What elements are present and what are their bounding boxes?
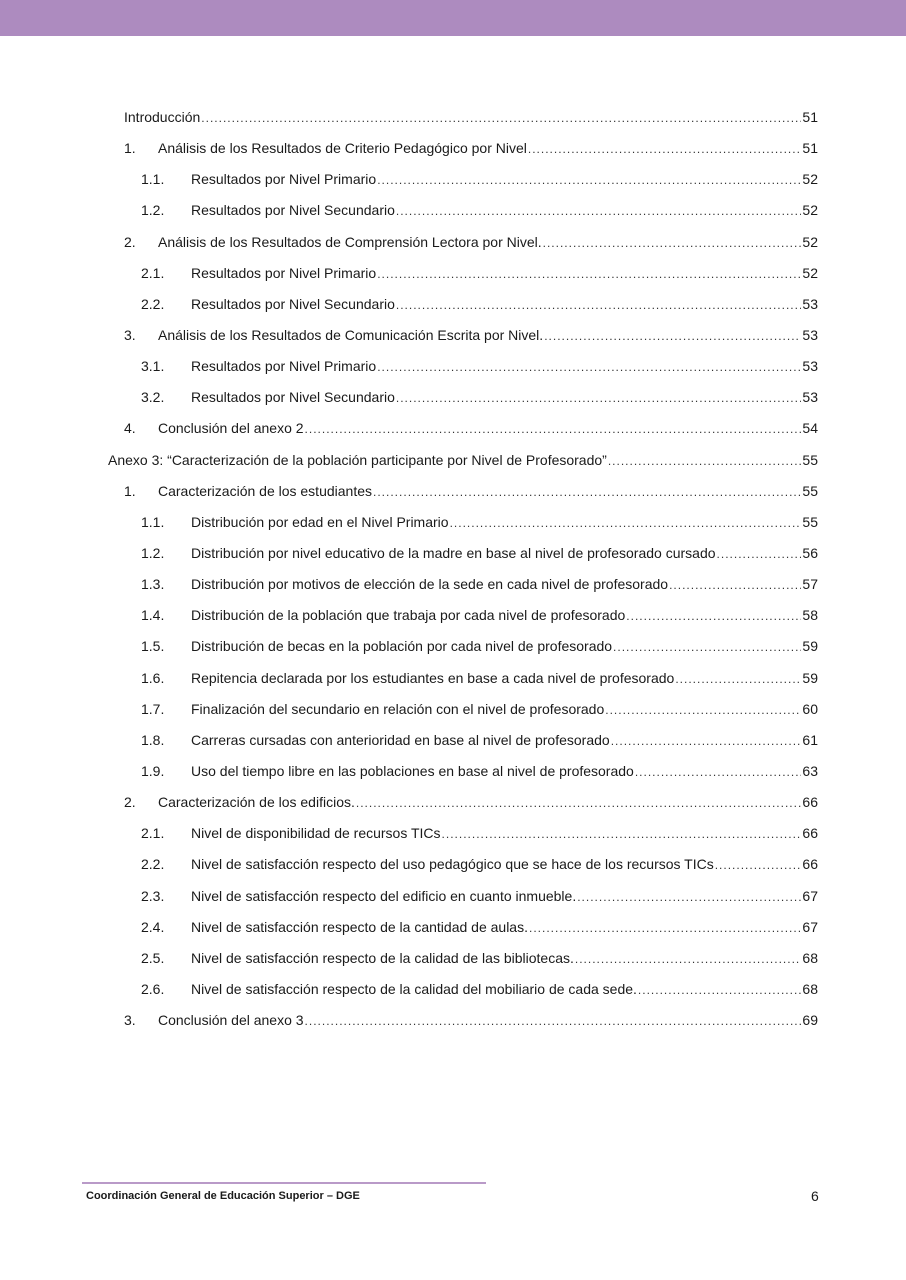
toc-entry-page: 54	[802, 420, 818, 437]
toc-entry-number: 1.7.	[141, 700, 165, 717]
toc-entry-page: 51	[802, 140, 818, 157]
toc-entry[interactable]	[141, 355, 818, 377]
toc-entry-page: 59	[802, 638, 818, 655]
dot-leader	[635, 761, 802, 783]
toc-entry-title: Uso del tiempo libre en las poblaciones en base al nivel de profesorado	[191, 762, 634, 779]
toc-entry-page: 63	[802, 762, 818, 779]
dot-leader	[544, 325, 801, 347]
dot-leader	[717, 543, 802, 565]
toc-entry-number: 1.3.	[141, 576, 165, 593]
toc-entry[interactable]	[141, 947, 818, 969]
dot-leader	[305, 418, 802, 440]
toc-entry[interactable]	[124, 324, 818, 346]
toc-entry-page: 53	[802, 326, 818, 343]
toc-entry-page: 59	[802, 669, 818, 686]
dot-leader	[528, 138, 802, 160]
dot-leader	[611, 730, 802, 752]
toc-entry-title: Distribución por edad en el Nivel Primario	[191, 513, 449, 530]
page-number: 6	[811, 1188, 819, 1204]
toc-entry[interactable]	[141, 604, 818, 626]
toc-entry-page: 55	[802, 513, 818, 530]
toc-entry-title: Nivel de disponibilidad de recursos TICs	[191, 825, 441, 842]
toc-entry-page: 67	[802, 887, 818, 904]
toc-entry-number: 2.	[124, 794, 136, 811]
toc-entry-page: 55	[802, 482, 818, 499]
dot-leader	[638, 979, 802, 1001]
toc-entry-page: 66	[802, 856, 818, 873]
toc-entry[interactable]	[141, 293, 818, 315]
toc-entry-page: 69	[802, 1012, 818, 1029]
toc-entry-title: Nivel de satisfacción respecto de la calidad de las bibliotecas.	[191, 949, 574, 966]
toc-entry-title: Conclusión del anexo 2	[158, 420, 304, 437]
dot-leader	[396, 294, 802, 316]
toc-entry-page: 52	[802, 264, 818, 281]
toc-entry-number: 1.2.	[141, 544, 165, 561]
toc-entry-number: 1.4.	[141, 607, 165, 624]
toc-entry-number: 2.6.	[141, 980, 165, 997]
dot-leader	[377, 263, 801, 285]
toc-entry-number: 2.3.	[141, 887, 165, 904]
toc-entry-page: 55	[802, 451, 818, 468]
toc-entry-title: Resultados por Nivel Primario	[191, 264, 377, 281]
toc-entry-page: 52	[802, 233, 818, 250]
toc-entry-number: 1.	[124, 140, 136, 157]
toc-entry-number: 3.	[124, 326, 136, 343]
toc-entry-title: Resultados por Nivel Secundario	[191, 202, 395, 219]
dot-leader	[575, 948, 802, 970]
dot-leader	[613, 636, 801, 658]
toc-entry-number: 3.1.	[141, 358, 165, 375]
toc-entry[interactable]	[141, 573, 818, 595]
toc-entry-page: 68	[802, 949, 818, 966]
dot-leader	[442, 823, 802, 845]
toc-entry-page: 56	[802, 544, 818, 561]
toc-entry-title: Análisis de los Resultados de Criterio Pedagógico por Nivel	[158, 140, 527, 157]
toc-entry[interactable]	[141, 511, 818, 533]
toc-entry[interactable]	[141, 916, 818, 938]
toc-entry-page: 66	[802, 794, 818, 811]
toc-entry-title: Carreras cursadas con anterioridad en base al nivel de profesorado	[191, 731, 610, 748]
toc-entry-number: 3.2.	[141, 389, 165, 406]
toc-entry-title: Caracterización de los edificios.	[158, 794, 355, 811]
toc-entry-title: Análisis de los Resultados de Comprensión Lectora por Nivel.	[158, 233, 542, 250]
toc-entry-title: Repitencia declarada por los estudiantes en base a cada nivel de profesorado	[191, 669, 675, 686]
toc-entry-title: Nivel de satisfacción respecto de la cantidad de aulas.	[191, 918, 528, 935]
toc-entry-title: Resultados por Nivel Primario	[191, 358, 377, 375]
toc-entry-number: 1.6.	[141, 669, 165, 686]
toc-entry-number: 1.9.	[141, 762, 165, 779]
dot-leader	[626, 605, 801, 627]
toc-entry[interactable]	[124, 137, 818, 159]
toc-entry[interactable]	[141, 667, 818, 689]
toc-entry-title: Distribución por motivos de elección de la sede en cada nivel de profesorado	[191, 576, 669, 593]
dot-leader	[305, 1010, 802, 1032]
toc-entry-page: 68	[802, 980, 818, 997]
toc-entry-page: 52	[802, 202, 818, 219]
toc-entry-number: 1.2.	[141, 202, 165, 219]
dot-leader	[529, 917, 801, 939]
toc-entry[interactable]	[124, 417, 818, 439]
toc-entry-page: 52	[802, 171, 818, 188]
toc-entry[interactable]	[141, 199, 818, 221]
dot-leader	[605, 699, 801, 721]
toc-entry-title: Resultados por Nivel Secundario	[191, 389, 395, 406]
toc-entry[interactable]	[141, 760, 818, 782]
toc-entry-title: Anexo 3: “Caracterización de la población participante por Nivel de Profesorado”	[108, 451, 607, 468]
toc-entry-number: 4.	[124, 420, 136, 437]
toc-entry-title: Conclusión del anexo 3	[158, 1012, 304, 1029]
toc-entry[interactable]	[141, 822, 818, 844]
toc-entry-title: Introducción	[124, 109, 201, 125]
toc-entry-number: 1.	[124, 482, 136, 499]
toc-entry-page: 53	[802, 295, 818, 312]
toc-entry[interactable]	[141, 978, 818, 1000]
dot-leader	[577, 886, 801, 908]
dot-leader	[356, 792, 802, 814]
toc-entry-number: 2.1.	[141, 825, 165, 842]
dot-leader	[608, 450, 802, 472]
toc-entry-title: Nivel de satisfacción respecto del uso pedagógico que se hace de los recursos TICs	[191, 856, 714, 873]
toc-entry-title: Caracterización de los estudiantes	[158, 482, 373, 499]
toc-entry-number: 1.5.	[141, 638, 165, 655]
dot-leader	[201, 107, 801, 129]
toc-entry[interactable]	[124, 480, 818, 502]
toc-entry-number: 2.2.	[141, 295, 165, 312]
toc-entry[interactable]	[124, 231, 818, 253]
toc-entry-number: 2.2.	[141, 856, 165, 873]
toc-entry-title: Resultados por Nivel Primario	[191, 171, 377, 188]
toc-entry-title: Distribución de la población que trabaja por cada nivel de profesorado	[191, 607, 626, 624]
toc-entry-number: 2.1.	[141, 264, 165, 281]
footer-rule	[82, 1182, 486, 1184]
toc-entry[interactable]	[108, 449, 818, 471]
dot-leader	[377, 169, 801, 191]
toc-entry[interactable]	[141, 885, 818, 907]
dot-leader	[450, 512, 802, 534]
dot-leader	[373, 481, 801, 503]
header-bar	[0, 0, 906, 36]
toc-entry[interactable]	[141, 542, 818, 564]
toc-entry-number: 2.4.	[141, 918, 165, 935]
toc-entry-page: 60	[802, 700, 818, 717]
toc-entry[interactable]	[124, 791, 818, 813]
toc-entry[interactable]	[124, 106, 818, 128]
dot-leader	[377, 356, 801, 378]
toc-entry-number: 2.	[124, 233, 136, 250]
toc-entry-number: 3.	[124, 1012, 136, 1029]
toc-entry-title: Resultados por Nivel Secundario	[191, 295, 395, 312]
dot-leader	[543, 232, 802, 254]
toc-entry-page: 57	[802, 576, 818, 593]
dot-leader	[396, 387, 802, 409]
dot-leader	[669, 574, 801, 596]
toc-entry-title: Distribución de becas en la población por cada nivel de profesorado	[191, 638, 613, 655]
footer-organization: Coordinación General de Educación Superior – DGE	[86, 1190, 360, 1202]
toc-entry-title: Finalización del secundario en relación con el nivel de profesorado	[191, 700, 605, 717]
toc-entry-page: 53	[802, 389, 818, 406]
toc-entry-number: 1.1.	[141, 513, 165, 530]
dot-leader	[675, 668, 801, 690]
toc-entry-page: 67	[802, 918, 818, 935]
toc-entry-number: 1.1.	[141, 171, 165, 188]
toc-entry-page: 53	[802, 358, 818, 375]
toc-entry-page: 66	[802, 825, 818, 842]
toc-entry[interactable]	[124, 1009, 818, 1031]
toc-entry-number: 1.8.	[141, 731, 165, 748]
toc-entry-title: Nivel de satisfacción respecto del edificio en cuanto inmueble.	[191, 887, 577, 904]
toc-entry[interactable]	[141, 698, 818, 720]
toc-entry-page: 51	[802, 109, 818, 125]
toc-entry[interactable]	[141, 635, 818, 657]
toc-entry[interactable]	[141, 262, 818, 284]
toc-entry-title: Distribución por nivel educativo de la madre en base al nivel de profesorado cursado	[191, 544, 716, 561]
toc-entry-title: Análisis de los Resultados de Comunicación Escrita por Nivel.	[158, 326, 544, 343]
dot-leader	[715, 854, 802, 876]
toc-entry[interactable]	[141, 168, 818, 190]
toc-entry-page: 58	[802, 607, 818, 624]
dot-leader	[396, 200, 802, 222]
toc-entry-number: 2.5.	[141, 949, 165, 966]
toc-entry[interactable]	[141, 386, 818, 408]
toc-entry[interactable]	[141, 853, 818, 875]
toc-entry-title: Nivel de satisfacción respecto de la calidad del mobiliario de cada sede.	[191, 980, 637, 997]
toc-entry[interactable]	[141, 729, 818, 751]
toc-entry-page: 61	[802, 731, 818, 748]
